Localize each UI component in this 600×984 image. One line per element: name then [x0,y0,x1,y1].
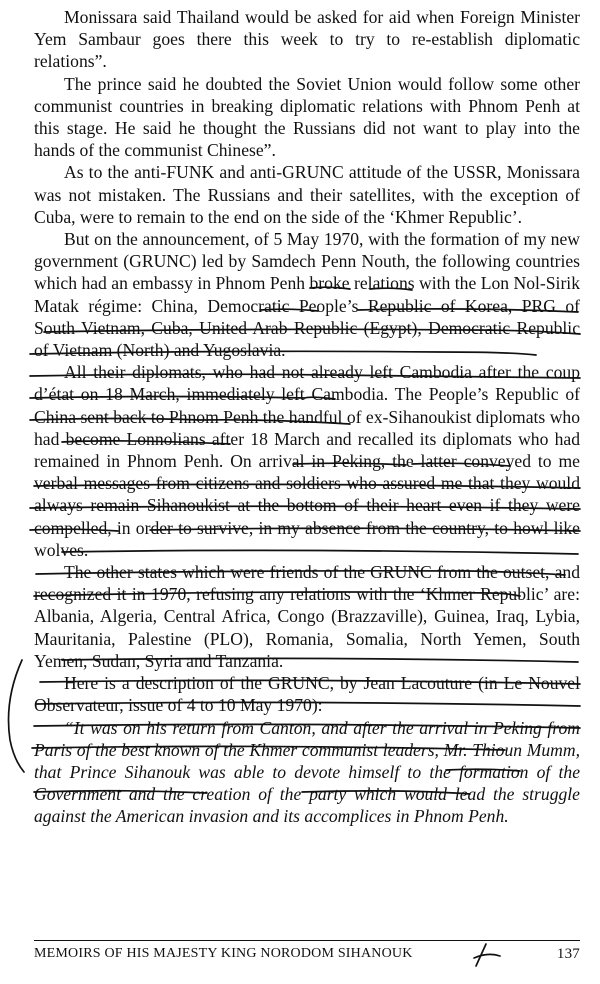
paragraph-5: All their diplomats, who had not already left Cambodia after the coup d’état on 18 March, immediately left Cambodia. The People’s Republic of China sent back to Phnom Penh the handful of ex-Sihanoukist diplomats who had become Lonnolians after 18 March and recalled its diplomats who had remained in Phnom Penh. On arrival in Peking, the latter conveyed to me verbal messages from citizens and soldiers who assured me that they would always remain Sihanoukist at the bottom of their heart even if they were compelled, in order to survive, in my absence from the country, to howl like wolves. [34,362,580,560]
paragraph-1: Monissara said Thailand would be asked for aid when Foreign Minister Yem Sambaur goes there this week to try to re-establish diplomatic relations”. [34,7,580,72]
paragraph-4: But on the announcement, of 5 May 1970, with the formation of my new government (GRUNC) led by Samdech Penn Nouth, the following countries which had an embassy in Phnom Penh broke relations with the Lon Nol-Sirik Matak régime: China, Democratic People’s Republic of Korea, PRG of South Vietnam, Cuba, United Arab Republic (Egypt), Democratic Republic of Vietnam (North) and Yugoslavia. [34,229,580,361]
paragraph-2: The prince said he doubted the Soviet Union would follow some other communist countries in breaking diplomatic relations with Phnom Penh at this stage. He said he thought the Russians did not want to play into the hands of the communist Chinese”. [34,73,580,161]
paragraph-7: Here is a description of the GRUNC, by Jean Lacouture (in Le Nouvel Observateur, issue of 4 to 10 May 1970): [34,673,580,716]
page-number: 137 [556,946,580,962]
paragraph-6: The other states which were friends of the GRUNC from the outset, and recognized it in 1970, refusing any relations with the ‘Khmer Republic’ are: Albania, Algeria, Central Africa, Congo (Brazzaville), Guinea, Iraq, Lybia, Mauritania, Palestine (PLO), Romania, Somalia, North Yemen, South Yemen, Sudan, Syria and Tanzania. [34,562,580,671]
block-quote: “It was on his return from Canton, and after the arrival in Peking from Paris of the best known of the Khmer communist leaders, Mr. Thioun Mumm, that Prince Sihanouk was able to devote himself to the formation of the Government and the creation of the party which would lead the struggle against the American invasion and its accomplices in Phnom Penh. [34,717,580,827]
footer-rule [34,940,580,941]
paragraph-3: As to the anti-FUNK and anti-GRUNC attitude of the USSR, Monissara was not mistaken. The Russians and their satellites, with the exception of Cuba, were to remain to the end on the side of the ‘Khmer Republic’. [34,162,580,227]
body-text [34,6,580,828]
running-head: MEMOIRS OF HIS MAJESTY KING NORODOM SIHANOUK [34,946,413,961]
